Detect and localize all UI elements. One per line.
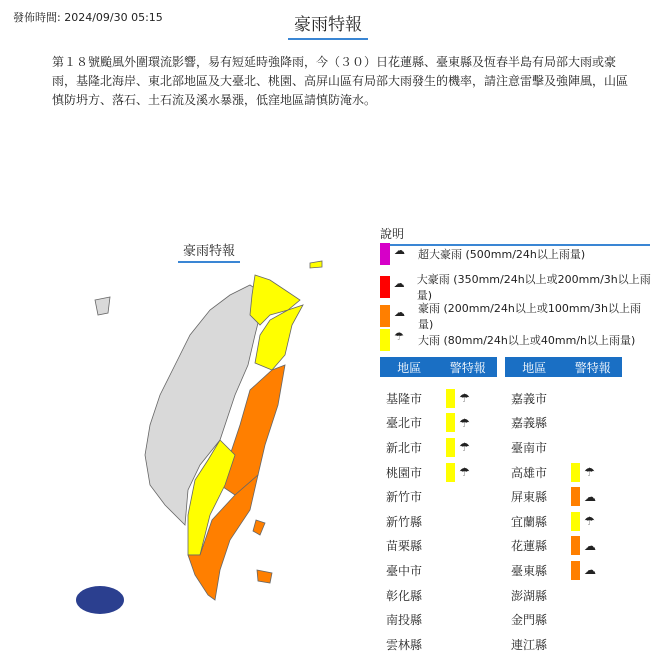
heavy-rain-cloud-icon: ☁ [584,538,596,553]
region-matsu [310,261,322,268]
region-orchid-island [257,570,272,583]
region-name: 桃園市 [386,465,423,480]
region-name: 金門縣 [511,613,548,628]
table-row [511,632,596,657]
table-row [511,607,596,632]
table-row [511,411,596,436]
table-row [386,632,470,657]
warning-level-swatch [571,561,580,580]
table-row [511,435,596,460]
warning-level-swatch [446,438,455,457]
region-name: 澎湖縣 [511,588,548,603]
issued-time: 發佈時間: 2024/09/30 05:15 [13,11,163,24]
region-name: 南投縣 [386,613,423,628]
region-name: 臺東縣 [511,563,548,578]
legend-item [380,271,656,303]
region-name: 彰化縣 [386,588,423,603]
legend-item [380,300,656,332]
legend-label: 大豪雨 (350mm/24h以上或200mm/3h以上雨量) [416,273,651,302]
region-name: 苗栗縣 [386,539,423,554]
region-name: 新竹市 [386,490,423,505]
table-row [386,460,470,485]
region-name: 新竹縣 [386,514,423,529]
taiwan-map [60,255,340,625]
table-row [386,534,470,559]
region-name: 花蓮縣 [511,539,548,554]
legend-item [380,243,585,265]
heavy-rain-cloud-icon: ☁ [394,244,405,257]
region-name: 連江縣 [511,637,548,652]
region-name: 嘉義縣 [511,416,548,431]
table-row [511,509,596,534]
rain-cloud-outline-icon: ☂ [459,440,470,455]
warning-level-swatch [571,463,580,482]
heavy-rain-cloud-icon: ☁ [393,306,405,319]
table-row [386,411,470,436]
table-row [511,484,596,509]
region-name: 宜蘭縣 [511,514,548,529]
region-green-island [253,520,265,535]
region-name: 臺南市 [511,440,548,455]
legend-item [380,329,635,351]
rain-cloud-outline-icon: ☂ [584,514,595,529]
rain-cloud-outline-icon: ☂ [459,391,470,406]
table-row [386,607,470,632]
col-warning: 警特報 [574,360,611,375]
rain-cloud-outline-icon: ☂ [584,465,595,480]
table-row [511,460,596,485]
rain-cloud-outline-icon: ☂ [459,415,470,430]
table-header-left [380,357,497,377]
region-name: 嘉義市 [511,391,548,406]
table-row [511,558,596,583]
region-name: 新北市 [386,440,423,455]
region-name: 高雄市 [511,465,548,480]
rain-cloud-outline-icon: ☂ [394,330,404,343]
warning-level-swatch [446,389,455,408]
col-region: 地區 [397,360,422,375]
legend-label: 大雨 (80mm/24h以上或40mm/h以上雨量) [418,334,636,347]
page-title: 豪雨特報 [288,10,368,40]
table-row [511,534,596,559]
map-title: 豪雨特報 [178,240,240,263]
table-row [386,558,470,583]
region-name: 屏東縣 [511,490,548,505]
table-row [386,386,470,411]
table-row [386,484,470,509]
col-warning: 警特報 [449,360,486,375]
warning-level-swatch [571,512,580,531]
heavy-rain-cloud-icon: ☁ [584,489,596,504]
table-row [386,509,470,534]
warning-level-swatch [571,536,580,555]
cwa-logo [76,586,124,614]
region-name: 臺北市 [386,416,423,431]
region-name: 臺中市 [386,563,423,578]
rain-cloud-outline-icon: ☂ [459,465,470,480]
table-header-right [505,357,622,377]
description: 第１８號颱風外圍環流影響，易有短延時強降雨，今（３０）日花蓮縣、臺東縣及恆春半島有局部大雨或豪雨，基隆北海岸、東北部地區及大臺北、桃園、高屏山區有局部大雨發生的機率，請注意雷擊及強陣風，山區慎防坍方、落石、土石流及溪水暴漲，低窪地區請慎防淹水。 [52,55,629,107]
table-row [511,583,596,608]
table-row [511,386,596,411]
warning-level-swatch [446,413,455,432]
region-name: 雲林縣 [386,637,423,652]
warning-level-swatch [571,487,580,506]
legend-label: 豪雨 (200mm/24h以上或100mm/3h以上雨量) [417,302,641,331]
col-region: 地區 [522,360,547,375]
region-penghu [95,297,110,315]
table-row [386,583,470,608]
legend-title: 說明 [380,225,650,246]
warning-level-swatch [446,463,455,482]
heavy-rain-cloud-icon: ☁ [393,277,405,290]
table-row [386,435,470,460]
region-name: 基隆市 [386,391,423,406]
legend-label: 超大豪雨 (500mm/24h以上雨量) [418,248,586,261]
heavy-rain-cloud-icon: ☁ [584,563,596,578]
